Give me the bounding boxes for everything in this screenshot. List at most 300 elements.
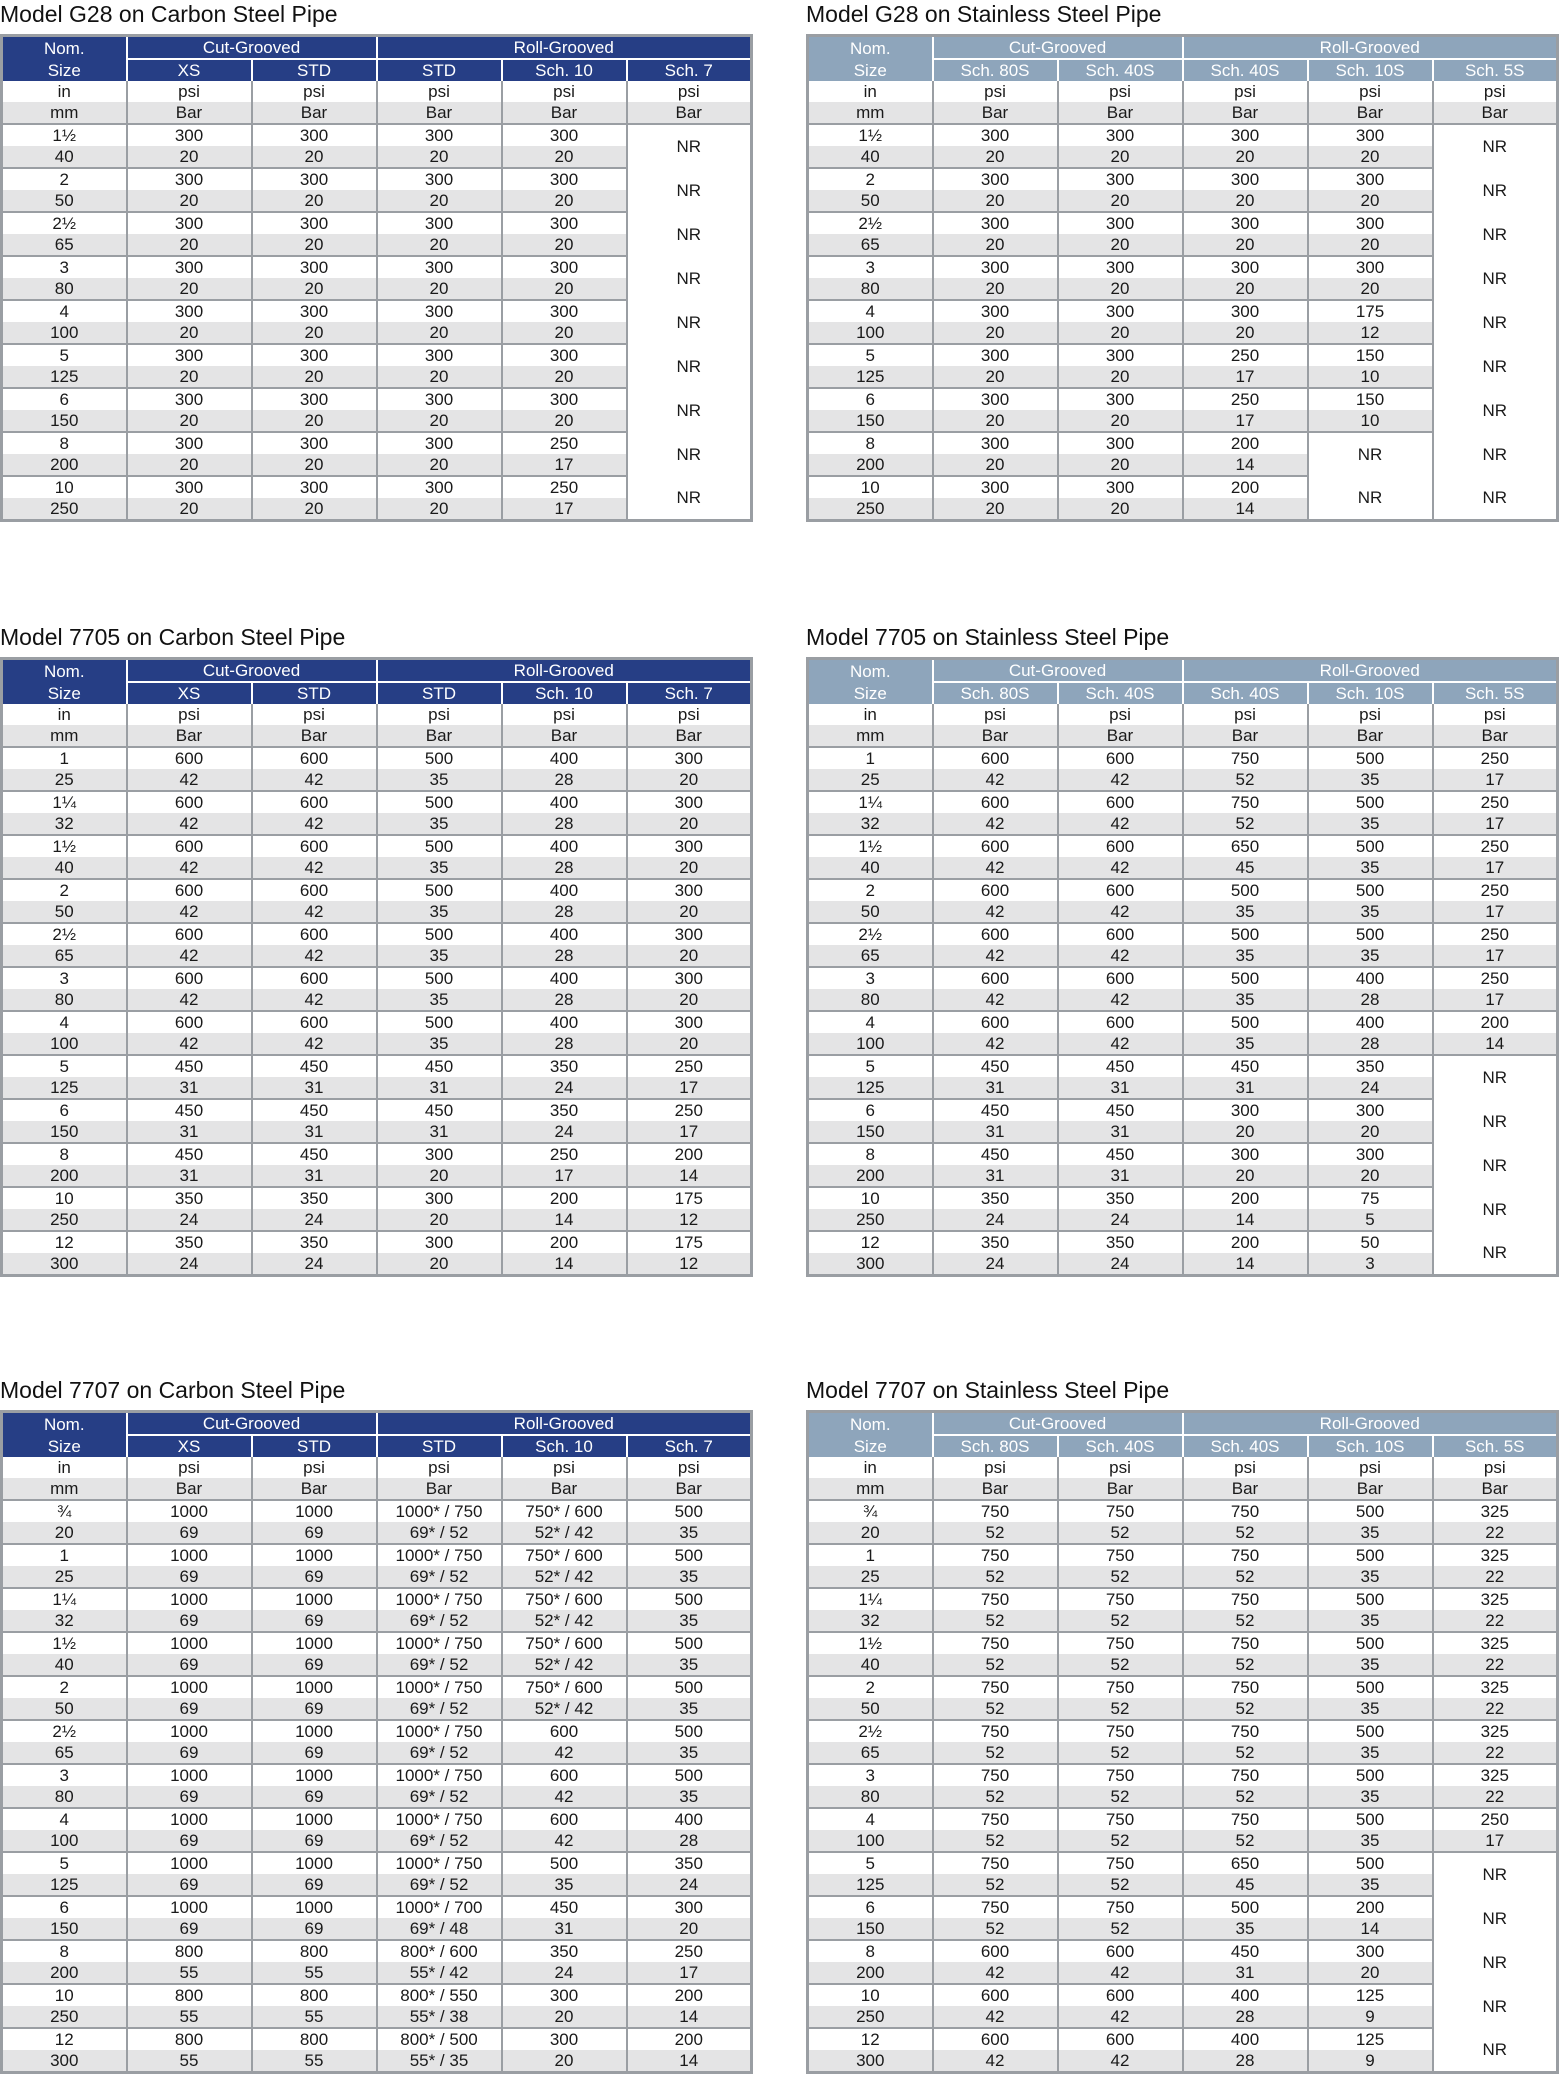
size-in: 10 bbox=[808, 1187, 933, 1209]
not-rated: NR bbox=[1433, 124, 1558, 168]
rating-psi: 500 bbox=[377, 967, 502, 989]
column-header: Sch. 10S bbox=[1308, 1435, 1433, 1457]
rating-psi: 500 bbox=[1308, 791, 1433, 813]
unit-cell: Bar bbox=[933, 102, 1058, 124]
rating-psi: 500 bbox=[377, 1011, 502, 1033]
rating-bar: 17 bbox=[1433, 769, 1558, 791]
rating-psi: 600 bbox=[933, 2028, 1058, 2050]
rating-psi: 300 bbox=[627, 923, 752, 945]
rating-psi: 500 bbox=[627, 1720, 752, 1742]
rating-bar: 35 bbox=[627, 1742, 752, 1764]
rating-bar: 20 bbox=[1183, 234, 1308, 256]
rating-bar: 20 bbox=[252, 278, 377, 300]
table-row bbox=[2, 769, 752, 791]
pressure-table bbox=[806, 34, 1559, 522]
rating-bar: 52 bbox=[1183, 813, 1308, 835]
rating-bar: 31 bbox=[933, 1077, 1058, 1099]
rating-bar: 69 bbox=[252, 1918, 377, 1940]
pressure-table bbox=[806, 1410, 1559, 2074]
unit-cell: Bar bbox=[627, 102, 752, 124]
rating-psi: 300 bbox=[127, 256, 252, 278]
rating-psi: 750 bbox=[1183, 1808, 1308, 1830]
rating-psi: 1000 bbox=[127, 1896, 252, 1918]
units-row bbox=[808, 102, 1558, 124]
size-in: 6 bbox=[2, 388, 127, 410]
table-header bbox=[2, 659, 752, 705]
rating-bar: 52 bbox=[1058, 1698, 1183, 1720]
size-in: 2½ bbox=[808, 923, 933, 945]
table-row bbox=[2, 1209, 752, 1231]
size-in: 6 bbox=[808, 388, 933, 410]
header-row-groups bbox=[2, 36, 752, 60]
size-mm: 50 bbox=[2, 190, 127, 212]
rating-psi: 450 bbox=[1183, 1055, 1308, 1077]
rating-psi: 250 bbox=[1433, 967, 1558, 989]
rating-bar: 20 bbox=[377, 410, 502, 432]
table-row bbox=[2, 1055, 752, 1077]
rating-psi: 300 bbox=[377, 432, 502, 454]
table-row bbox=[2, 1654, 752, 1676]
rating-bar: 55 bbox=[127, 1962, 252, 1984]
rating-bar: 20 bbox=[1058, 190, 1183, 212]
table-row bbox=[2, 1918, 752, 1940]
rating-bar: 52 bbox=[1058, 1566, 1183, 1588]
rating-bar: 20 bbox=[1308, 146, 1433, 168]
column-header: STD bbox=[377, 1435, 502, 1457]
rating-psi: 600 bbox=[933, 747, 1058, 769]
rating-psi: 1000 bbox=[127, 1676, 252, 1698]
rating-psi: 300 bbox=[1183, 1099, 1308, 1121]
not-rated: NR bbox=[1308, 432, 1433, 476]
rating-psi: 750* / 600 bbox=[502, 1500, 627, 1522]
rating-bar: 35 bbox=[1308, 1654, 1433, 1676]
rating-bar: 69 bbox=[127, 1830, 252, 1852]
rating-psi: 300 bbox=[627, 1896, 752, 1918]
rating-psi: 300 bbox=[933, 432, 1058, 454]
rating-psi: 300 bbox=[933, 256, 1058, 278]
pressure-table bbox=[0, 34, 753, 522]
size-header: Size bbox=[808, 59, 933, 81]
rating-bar: 52 bbox=[1183, 1566, 1308, 1588]
rating-bar: 42 bbox=[1058, 1033, 1183, 1055]
rating-psi: 300 bbox=[252, 388, 377, 410]
not-rated: NR bbox=[627, 432, 752, 476]
rating-bar: 55 bbox=[127, 2050, 252, 2073]
rating-psi: 125 bbox=[1308, 1984, 1433, 2006]
rating-psi: 200 bbox=[1183, 1231, 1308, 1253]
rating-psi: 400 bbox=[502, 747, 627, 769]
rating-bar: 52 bbox=[1183, 769, 1308, 791]
unit-cell: Bar bbox=[1308, 725, 1433, 747]
rating-bar: 35 bbox=[377, 813, 502, 835]
rating-bar: 20 bbox=[127, 366, 252, 388]
rating-psi: 750 bbox=[1183, 1676, 1308, 1698]
table-row bbox=[2, 1874, 752, 1896]
size-in: 12 bbox=[2, 2028, 127, 2050]
rating-psi: 300 bbox=[1308, 168, 1433, 190]
rating-bar: 20 bbox=[377, 1165, 502, 1187]
rating-psi: 1000 bbox=[127, 1852, 252, 1874]
rating-psi: 1000* / 750 bbox=[377, 1632, 502, 1654]
size-in: ¾ bbox=[2, 1500, 127, 1522]
rating-bar: 52 bbox=[933, 1742, 1058, 1764]
rating-bar: 31 bbox=[127, 1165, 252, 1187]
table-row bbox=[2, 344, 752, 366]
header-row-columns bbox=[808, 1435, 1558, 1457]
rating-psi: 1000 bbox=[252, 1632, 377, 1654]
rating-psi: 300 bbox=[377, 168, 502, 190]
size-in: 2½ bbox=[808, 212, 933, 234]
rating-bar: 42 bbox=[127, 989, 252, 1011]
size-in: 12 bbox=[808, 2028, 933, 2050]
table-row bbox=[808, 1187, 1558, 1209]
rating-bar: 20 bbox=[1308, 1962, 1433, 1984]
rating-bar: 42 bbox=[252, 857, 377, 879]
size-in: 3 bbox=[2, 1764, 127, 1786]
rating-bar: 52 bbox=[1183, 1610, 1308, 1632]
rating-psi: 300 bbox=[933, 300, 1058, 322]
rating-psi: 300 bbox=[252, 168, 377, 190]
column-header: Sch. 7 bbox=[627, 59, 752, 81]
table-row bbox=[2, 967, 752, 989]
rating-psi: 750* / 600 bbox=[502, 1676, 627, 1698]
rating-bar: 22 bbox=[1433, 1742, 1558, 1764]
rating-psi: 300 bbox=[1183, 300, 1308, 322]
table-row bbox=[808, 256, 1558, 278]
rating-bar: 24 bbox=[252, 1209, 377, 1231]
rating-bar: 14 bbox=[502, 1209, 627, 1231]
rating-psi: 500 bbox=[377, 791, 502, 813]
size-in: 10 bbox=[808, 1984, 933, 2006]
table-row bbox=[2, 1720, 752, 1742]
rating-bar: 22 bbox=[1433, 1698, 1558, 1720]
rating-psi: 200 bbox=[502, 1231, 627, 1253]
size-mm: 40 bbox=[2, 146, 127, 168]
rating-bar: 31 bbox=[1058, 1165, 1183, 1187]
rating-psi: 600 bbox=[1058, 2028, 1183, 2050]
table-row bbox=[808, 1566, 1558, 1588]
rating-psi: 500 bbox=[1308, 923, 1433, 945]
rating-bar: 28 bbox=[1308, 1033, 1433, 1055]
size-mm: 200 bbox=[808, 1165, 933, 1187]
rating-psi: 800 bbox=[252, 2028, 377, 2050]
rating-bar: 20 bbox=[502, 410, 627, 432]
rating-bar: 24 bbox=[502, 1121, 627, 1143]
rating-psi: 1000 bbox=[127, 1808, 252, 1830]
rating-psi: 750 bbox=[1183, 1500, 1308, 1522]
table-row bbox=[2, 1121, 752, 1143]
size-mm: 40 bbox=[808, 857, 933, 879]
size-in: 5 bbox=[808, 1055, 933, 1077]
rating-bar: 52 bbox=[933, 1918, 1058, 1940]
table-row bbox=[2, 168, 752, 190]
rating-psi: 300 bbox=[627, 747, 752, 769]
unit-cell: Bar bbox=[1433, 1478, 1558, 1500]
unit-cell: psi bbox=[1183, 81, 1308, 102]
rating-psi: 300 bbox=[502, 256, 627, 278]
rating-psi: 325 bbox=[1433, 1588, 1558, 1610]
rating-bar: 55 bbox=[127, 2006, 252, 2028]
table-row bbox=[2, 1940, 752, 1962]
table-row bbox=[808, 2028, 1558, 2050]
not-rated: NR bbox=[1433, 1143, 1558, 1187]
rating-psi: 400 bbox=[502, 791, 627, 813]
rating-bar: 14 bbox=[627, 1165, 752, 1187]
rating-psi: 1000* / 750 bbox=[377, 1720, 502, 1742]
rating-psi: 300 bbox=[377, 476, 502, 498]
table-row bbox=[2, 1830, 752, 1852]
rating-bar: 35 bbox=[1308, 901, 1433, 923]
unit-cell: psi bbox=[1058, 704, 1183, 725]
rating-bar: 24 bbox=[1308, 1077, 1433, 1099]
unit-cell: Bar bbox=[1433, 102, 1558, 124]
rating-psi: 300 bbox=[377, 388, 502, 410]
size-in: 1½ bbox=[808, 1632, 933, 1654]
rating-psi: 300 bbox=[1308, 212, 1433, 234]
table-row bbox=[808, 1720, 1558, 1742]
rating-bar: 28 bbox=[502, 1033, 627, 1055]
rating-bar: 20 bbox=[627, 989, 752, 1011]
size-header: Nom. bbox=[808, 1412, 933, 1436]
rating-bar: 42 bbox=[127, 813, 252, 835]
size-in: 5 bbox=[2, 1852, 127, 1874]
table-block-7705-stainless bbox=[806, 623, 1559, 1277]
rating-psi: 1000* / 750 bbox=[377, 1588, 502, 1610]
size-mm: 150 bbox=[808, 1918, 933, 1940]
table-body bbox=[2, 1457, 752, 2073]
size-mm: 125 bbox=[808, 1874, 933, 1896]
table-row bbox=[808, 388, 1558, 410]
rating-bar: 69 bbox=[252, 1566, 377, 1588]
rating-psi: 300 bbox=[1058, 388, 1183, 410]
rating-psi: 500 bbox=[627, 1676, 752, 1698]
size-mm: 300 bbox=[808, 2050, 933, 2073]
rating-psi: 300 bbox=[1183, 256, 1308, 278]
unit-cell: psi bbox=[127, 1457, 252, 1478]
table-row bbox=[2, 2028, 752, 2050]
rating-psi: 1000* / 750 bbox=[377, 1500, 502, 1522]
unit-cell: in bbox=[2, 704, 127, 725]
table-body bbox=[2, 81, 752, 521]
size-mm: 150 bbox=[2, 1918, 127, 1940]
not-rated: NR bbox=[627, 212, 752, 256]
table-row bbox=[2, 813, 752, 835]
rating-psi: 300 bbox=[502, 1984, 627, 2006]
table-title: Model 7707 on Stainless Steel Pipe bbox=[806, 1377, 1170, 1403]
rating-bar: 20 bbox=[252, 146, 377, 168]
size-mm: 65 bbox=[2, 234, 127, 256]
rating-bar: 17 bbox=[1433, 989, 1558, 1011]
unit-cell: Bar bbox=[377, 102, 502, 124]
rating-bar: 20 bbox=[1308, 278, 1433, 300]
group-header: Roll-Grooved bbox=[1183, 659, 1558, 683]
rating-psi: 300 bbox=[127, 168, 252, 190]
size-in: 1¼ bbox=[2, 791, 127, 813]
units-row bbox=[808, 1478, 1558, 1500]
rating-psi: 350 bbox=[502, 1940, 627, 1962]
size-in: 3 bbox=[808, 256, 933, 278]
table-row bbox=[2, 923, 752, 945]
table-row bbox=[2, 1500, 752, 1522]
unit-cell: mm bbox=[808, 102, 933, 124]
header-row-columns bbox=[2, 59, 752, 81]
rating-bar: 20 bbox=[127, 234, 252, 256]
rating-bar: 69 bbox=[252, 1698, 377, 1720]
rating-psi: 500 bbox=[377, 747, 502, 769]
rating-bar: 20 bbox=[502, 2050, 627, 2073]
rating-bar: 17 bbox=[1433, 945, 1558, 967]
size-mm: 32 bbox=[2, 813, 127, 835]
size-mm: 200 bbox=[2, 454, 127, 476]
unit-cell: Bar bbox=[933, 1478, 1058, 1500]
rating-psi: 300 bbox=[502, 344, 627, 366]
rating-psi: 300 bbox=[127, 388, 252, 410]
rating-bar: 17 bbox=[502, 454, 627, 476]
unit-cell: psi bbox=[377, 1457, 502, 1478]
table-body bbox=[808, 704, 1558, 1276]
rating-bar: 69 bbox=[252, 1654, 377, 1676]
header-row-groups bbox=[808, 1412, 1558, 1436]
rating-psi: 750 bbox=[1058, 1720, 1183, 1742]
rating-psi: 300 bbox=[933, 388, 1058, 410]
rating-psi: 300 bbox=[1058, 344, 1183, 366]
unit-cell: Bar bbox=[127, 725, 252, 747]
rating-psi: 500 bbox=[1308, 1808, 1433, 1830]
size-mm: 300 bbox=[2, 2050, 127, 2073]
rating-bar: 20 bbox=[933, 146, 1058, 168]
rating-psi: 450 bbox=[377, 1055, 502, 1077]
rating-bar: 22 bbox=[1433, 1786, 1558, 1808]
group-header: Roll-Grooved bbox=[377, 659, 752, 683]
rating-bar: 31 bbox=[252, 1077, 377, 1099]
size-in: 8 bbox=[2, 1143, 127, 1165]
rating-bar: 69 bbox=[252, 1742, 377, 1764]
rating-psi: 400 bbox=[1308, 967, 1433, 989]
size-mm: 125 bbox=[808, 1077, 933, 1099]
rating-psi: 350 bbox=[252, 1231, 377, 1253]
rating-bar: 35 bbox=[1308, 945, 1433, 967]
rating-bar: 12 bbox=[627, 1253, 752, 1276]
rating-psi: 650 bbox=[1183, 1852, 1308, 1874]
rating-bar: 24 bbox=[1058, 1209, 1183, 1231]
rating-bar: 28 bbox=[502, 769, 627, 791]
table-row bbox=[2, 2050, 752, 2073]
unit-cell: psi bbox=[252, 81, 377, 102]
rating-psi: 500 bbox=[1308, 747, 1433, 769]
rating-bar: 12 bbox=[1308, 322, 1433, 344]
rating-bar: 42 bbox=[502, 1830, 627, 1852]
rating-bar: 35 bbox=[1183, 1918, 1308, 1940]
rating-bar: 69* / 52 bbox=[377, 1786, 502, 1808]
table-row bbox=[2, 1033, 752, 1055]
rating-psi: 1000 bbox=[127, 1720, 252, 1742]
table-row bbox=[2, 879, 752, 901]
size-in: 1 bbox=[808, 747, 933, 769]
size-in: 8 bbox=[2, 432, 127, 454]
rating-bar: 52 bbox=[933, 1874, 1058, 1896]
column-header: Sch. 5S bbox=[1433, 1435, 1558, 1457]
rating-psi: 300 bbox=[1308, 1099, 1433, 1121]
size-in: 10 bbox=[2, 476, 127, 498]
rating-psi: 400 bbox=[1308, 1011, 1433, 1033]
rating-psi: 600 bbox=[1058, 835, 1183, 857]
size-in: ¾ bbox=[808, 1500, 933, 1522]
table-row bbox=[2, 1984, 752, 2006]
column-header: XS bbox=[127, 682, 252, 704]
table-row bbox=[808, 1830, 1558, 1852]
rating-bar: 20 bbox=[377, 278, 502, 300]
unit-cell: Bar bbox=[1433, 725, 1558, 747]
column-header: Sch. 80S bbox=[933, 59, 1058, 81]
rating-psi: 750 bbox=[933, 1588, 1058, 1610]
size-in: 10 bbox=[808, 476, 933, 498]
rating-bar: 20 bbox=[377, 498, 502, 521]
rating-bar: 28 bbox=[502, 989, 627, 1011]
size-mm: 80 bbox=[808, 278, 933, 300]
rating-psi: 750 bbox=[1058, 1896, 1183, 1918]
size-in: 4 bbox=[808, 1808, 933, 1830]
table-row bbox=[2, 1253, 752, 1276]
rating-psi: 450 bbox=[933, 1055, 1058, 1077]
rating-bar: 20 bbox=[1058, 498, 1183, 521]
rating-bar: 31 bbox=[502, 1918, 627, 1940]
rating-bar: 3 bbox=[1308, 1253, 1433, 1276]
rating-psi: 200 bbox=[1433, 1011, 1558, 1033]
rating-psi: 325 bbox=[1433, 1720, 1558, 1742]
table-row bbox=[808, 476, 1558, 498]
rating-bar: 52 bbox=[1058, 1786, 1183, 1808]
table-row bbox=[2, 945, 752, 967]
rating-psi: 600 bbox=[127, 967, 252, 989]
rating-bar: 52 bbox=[1058, 1610, 1183, 1632]
rating-bar: 42 bbox=[127, 857, 252, 879]
table-title: Model 7705 on Carbon Steel Pipe bbox=[0, 624, 346, 650]
rating-psi: 750 bbox=[1183, 747, 1308, 769]
rating-bar: 42 bbox=[933, 901, 1058, 923]
rating-bar: 42 bbox=[127, 945, 252, 967]
rating-psi: 500 bbox=[1308, 1632, 1433, 1654]
table-row bbox=[808, 747, 1558, 769]
rating-bar: 69* / 52 bbox=[377, 1566, 502, 1588]
column-header: Sch. 40S bbox=[1183, 1435, 1308, 1457]
unit-cell: in bbox=[2, 81, 127, 102]
rating-psi: 600 bbox=[1058, 747, 1183, 769]
size-in: 2½ bbox=[2, 212, 127, 234]
column-header: Sch. 80S bbox=[933, 1435, 1058, 1457]
rating-bar: 20 bbox=[252, 234, 377, 256]
rating-bar: 14 bbox=[627, 2006, 752, 2028]
size-mm: 125 bbox=[2, 1077, 127, 1099]
rating-bar: 45 bbox=[1183, 857, 1308, 879]
rating-bar: 35 bbox=[1183, 901, 1308, 923]
rating-bar: 69 bbox=[127, 1654, 252, 1676]
size-in: 1½ bbox=[2, 835, 127, 857]
rating-bar: 42 bbox=[252, 769, 377, 791]
rating-psi: 1000* / 750 bbox=[377, 1676, 502, 1698]
table-row bbox=[2, 1544, 752, 1566]
rating-bar: 22 bbox=[1433, 1654, 1558, 1676]
size-header: Nom. bbox=[2, 36, 127, 60]
rating-bar: 52* / 42 bbox=[502, 1610, 627, 1632]
rating-bar: 42 bbox=[252, 945, 377, 967]
group-header: Roll-Grooved bbox=[377, 36, 752, 60]
table-row bbox=[2, 1588, 752, 1610]
rating-bar: 20 bbox=[502, 322, 627, 344]
rating-bar: 31 bbox=[1058, 1121, 1183, 1143]
rating-psi: 600 bbox=[127, 747, 252, 769]
rating-psi: 750 bbox=[933, 1676, 1058, 1698]
table-row bbox=[2, 1764, 752, 1786]
